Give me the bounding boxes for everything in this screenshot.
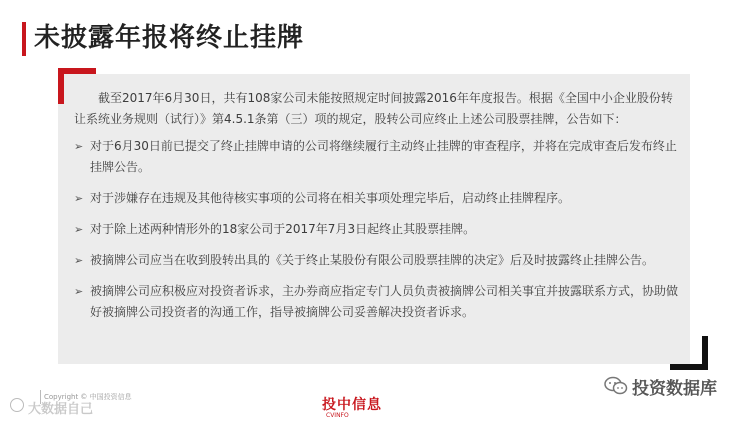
corner-accent-top-left-vertical bbox=[58, 68, 64, 104]
arrow-bullet-icon: ➢ bbox=[74, 285, 84, 298]
arrow-bullet-icon: ➢ bbox=[74, 254, 84, 267]
list-item-text: 对于除上述两种情形外的18家公司于2017年7月3日起终止其股票挂牌。 bbox=[90, 222, 476, 236]
wechat-account-name: 投资数据库 bbox=[632, 379, 717, 399]
arrow-bullet-icon: ➢ bbox=[74, 192, 84, 205]
arrow-bullet-icon: ➢ bbox=[74, 223, 84, 236]
brand-logo-subtitle: CVINFO bbox=[326, 412, 349, 419]
list-item bbox=[74, 219, 680, 240]
copyright-text: Copyright © 中国投资信息 bbox=[44, 393, 132, 401]
watermark-text: 大数据自己 bbox=[28, 402, 94, 417]
list-item bbox=[74, 281, 680, 323]
intro-paragraph: 截至2017年6月30日，共有108家公司未能按照规定时间披露2016年年度报告。根据《全国中小企业股份转让系统业务规则（试行）》第4.5.1条第（三）项的规定，股转公司应终止上述公司股票挂牌，公告如下： bbox=[74, 91, 673, 126]
list-item-text: 被摘牌公司应积极应对投资者诉求，主办券商应指定专门人员负责被摘牌公司相关事宜并披露联系方式，协助做好被摘牌公司投资者的沟通工作，指导被摘牌公司妥善解决投资者诉求。 bbox=[90, 284, 679, 319]
list-item-text: 被摘牌公司应当在收到股转出具的《关于终止某股份有限公司股票挂牌的决定》后及时披露终止挂牌公告。 bbox=[90, 253, 655, 267]
list-item-text: 对于6月30日前已提交了终止挂牌申请的公司将继续履行主动终止挂牌的审查程序，并将在完成审查后发布终止挂牌公告。 bbox=[90, 139, 677, 174]
arrow-bullet-icon: ➢ bbox=[74, 140, 84, 153]
wechat-icon bbox=[604, 376, 628, 396]
list-item bbox=[74, 250, 680, 271]
list-item-text: 对于涉嫌存在违规及其他待核实事项的公司将在相关事项处理完毕后，启动终止挂牌程序。 bbox=[90, 191, 571, 205]
brand-logo: 投中信息 bbox=[322, 397, 382, 413]
announcement-body bbox=[74, 88, 680, 333]
corner-accent-bottom-right-vertical bbox=[702, 336, 708, 370]
list-item bbox=[74, 188, 680, 209]
list-item bbox=[74, 136, 680, 178]
watermark-circle-icon bbox=[10, 398, 24, 412]
title-accent-bar bbox=[22, 22, 26, 56]
page-title: 未披露年报将终止挂牌 bbox=[34, 23, 305, 53]
